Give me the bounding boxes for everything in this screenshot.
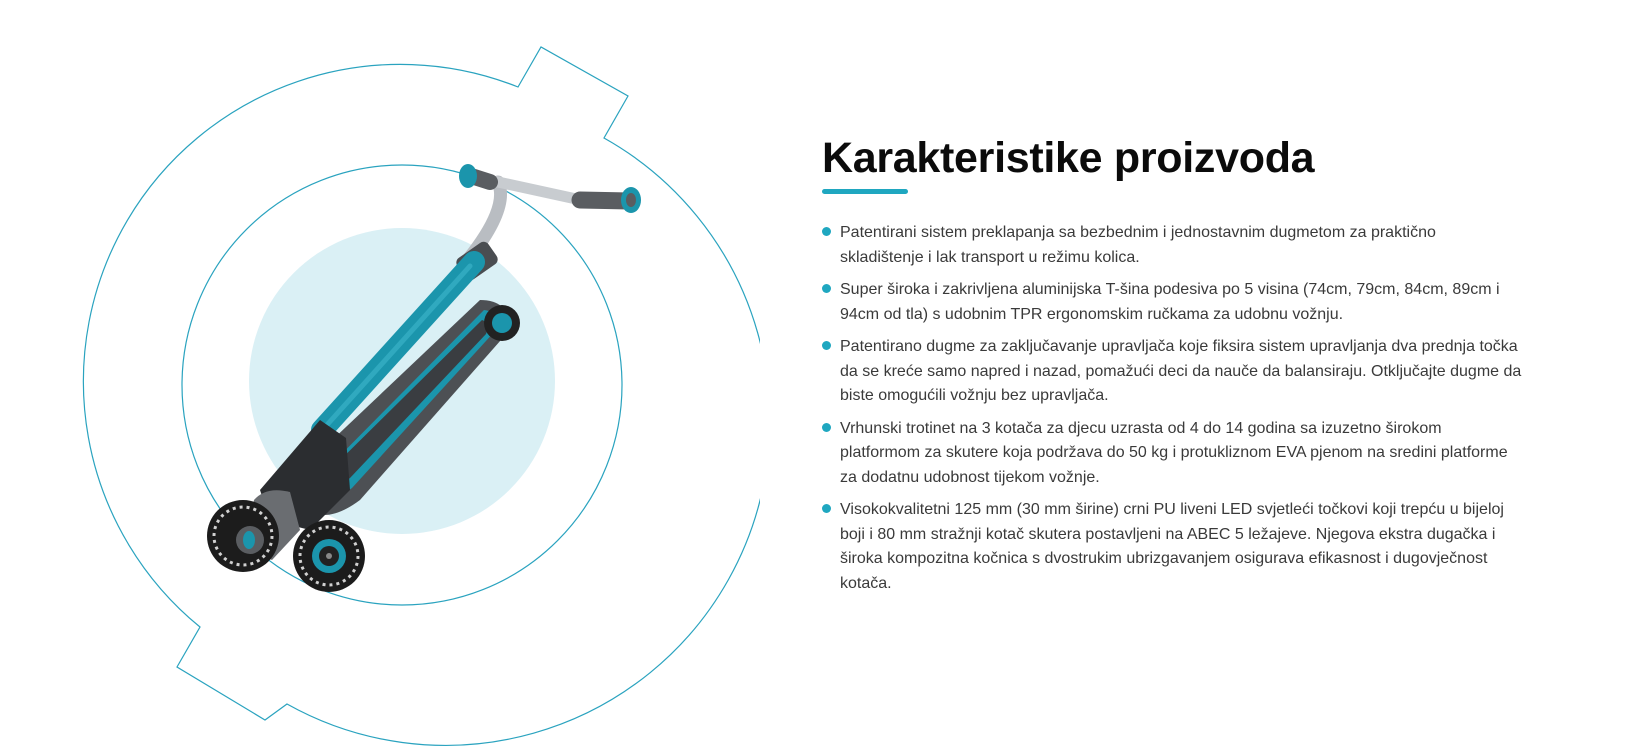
bullet-dot-icon [822, 227, 831, 236]
feature-item [822, 498, 1522, 596]
bullet-dot-icon [822, 423, 831, 432]
feature-item [822, 417, 1522, 491]
bullet-dot-icon [822, 284, 831, 293]
feature-item [822, 335, 1522, 409]
bullet-dot-icon [822, 341, 831, 350]
product-illustration [0, 0, 760, 747]
feature-list [822, 221, 1522, 596]
feature-text: Visokokvalitetni 125 mm (30 mm širine) crni PU liveni LED svjetleći točkovi koji trepću u bijeloj boji i 80 mm stražnji kotač skutera postavljeni na ABEC 5 ležajeve. Njegova ekstra dugačka i široka kompozitna kočnica s dvostrukim ubrizgavanjem osigurava efikasnost i dugovječnost kotača. [840, 501, 1504, 592]
feature-item [822, 221, 1522, 270]
features-section [822, 132, 1522, 604]
feature-text: Super široka i zakrivljena aluminijska T-šina podesiva po 5 visina (74cm, 79cm, 84cm, 89cm i 94cm od tla) s udobnim TPR ergonomskim ručkama za udobnu vožnju. [840, 281, 1500, 323]
feature-text: Vrhunski trotinet na 3 kotača za djecu uzrasta od 4 do 14 godina sa izuzetno širokom platformom za skutere koja podržava do 50 kg i protukliznom EVA pjenom na sredini platforme za dodatnu udobnost tijekom vožnje. [840, 419, 1508, 486]
bullet-dot-icon [822, 504, 831, 513]
feature-text: Patentirano dugme za zaključavanje upravljača koje fiksira sistem upravljanja dva prednja točka da se kreće samo napred i nazad, pomažući deci da nauče da balansiraju. Otključajte dugme da biste omogućili vožnju bez upravljača. [840, 338, 1522, 404]
feature-item [822, 278, 1522, 327]
title-underline [822, 189, 908, 194]
section-title: Karakteristike proizvoda [822, 134, 1315, 182]
product-image [0, 0, 760, 747]
feature-text: Patentirani sistem preklapanja sa bezbednim i jednostavnim dugmetom za praktično skladištenje i lak transport u režimu kolica. [840, 224, 1436, 266]
